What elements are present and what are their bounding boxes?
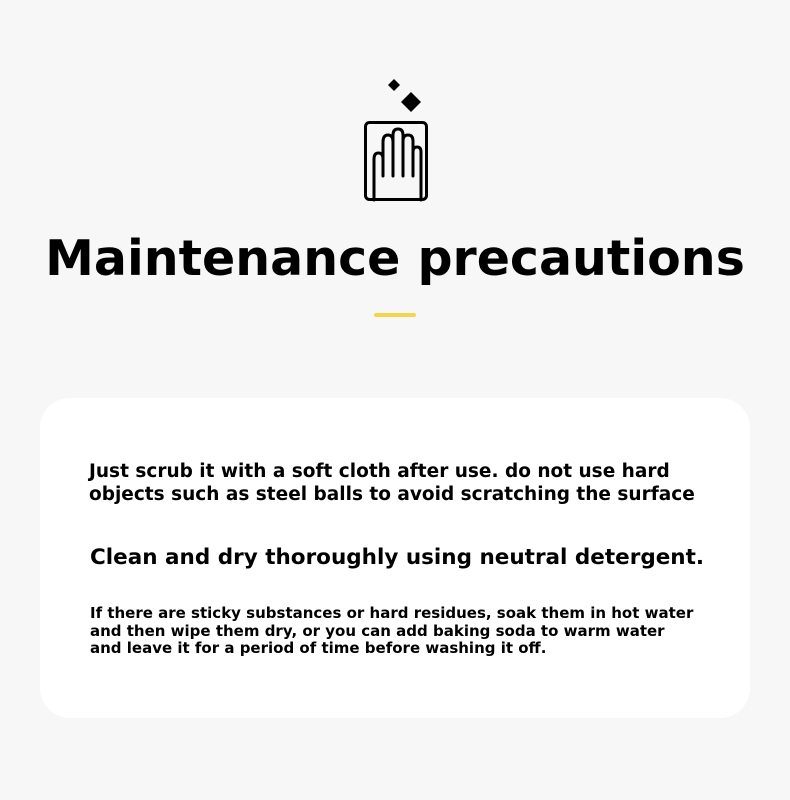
instructions-card — [40, 398, 750, 718]
hand-in-glove-sparkle-icon — [355, 72, 435, 204]
instruction-scrub: Just scrub it with a soft cloth after use. do not use hard objects such as steel balls to avoid scratching the surface — [89, 461, 695, 505]
title-accent-bar — [374, 313, 416, 317]
instruction-clean-dry: Clean and dry thoroughly using neutral detergent. — [90, 545, 705, 570]
instruction-residues: If there are sticky substances or hard residues, soak them in hot water and then wipe them dry, or you can add baking soda to warm water and leave it for a period of time before washing it off. — [90, 604, 694, 657]
page-title: Maintenance precautions — [45, 230, 745, 287]
